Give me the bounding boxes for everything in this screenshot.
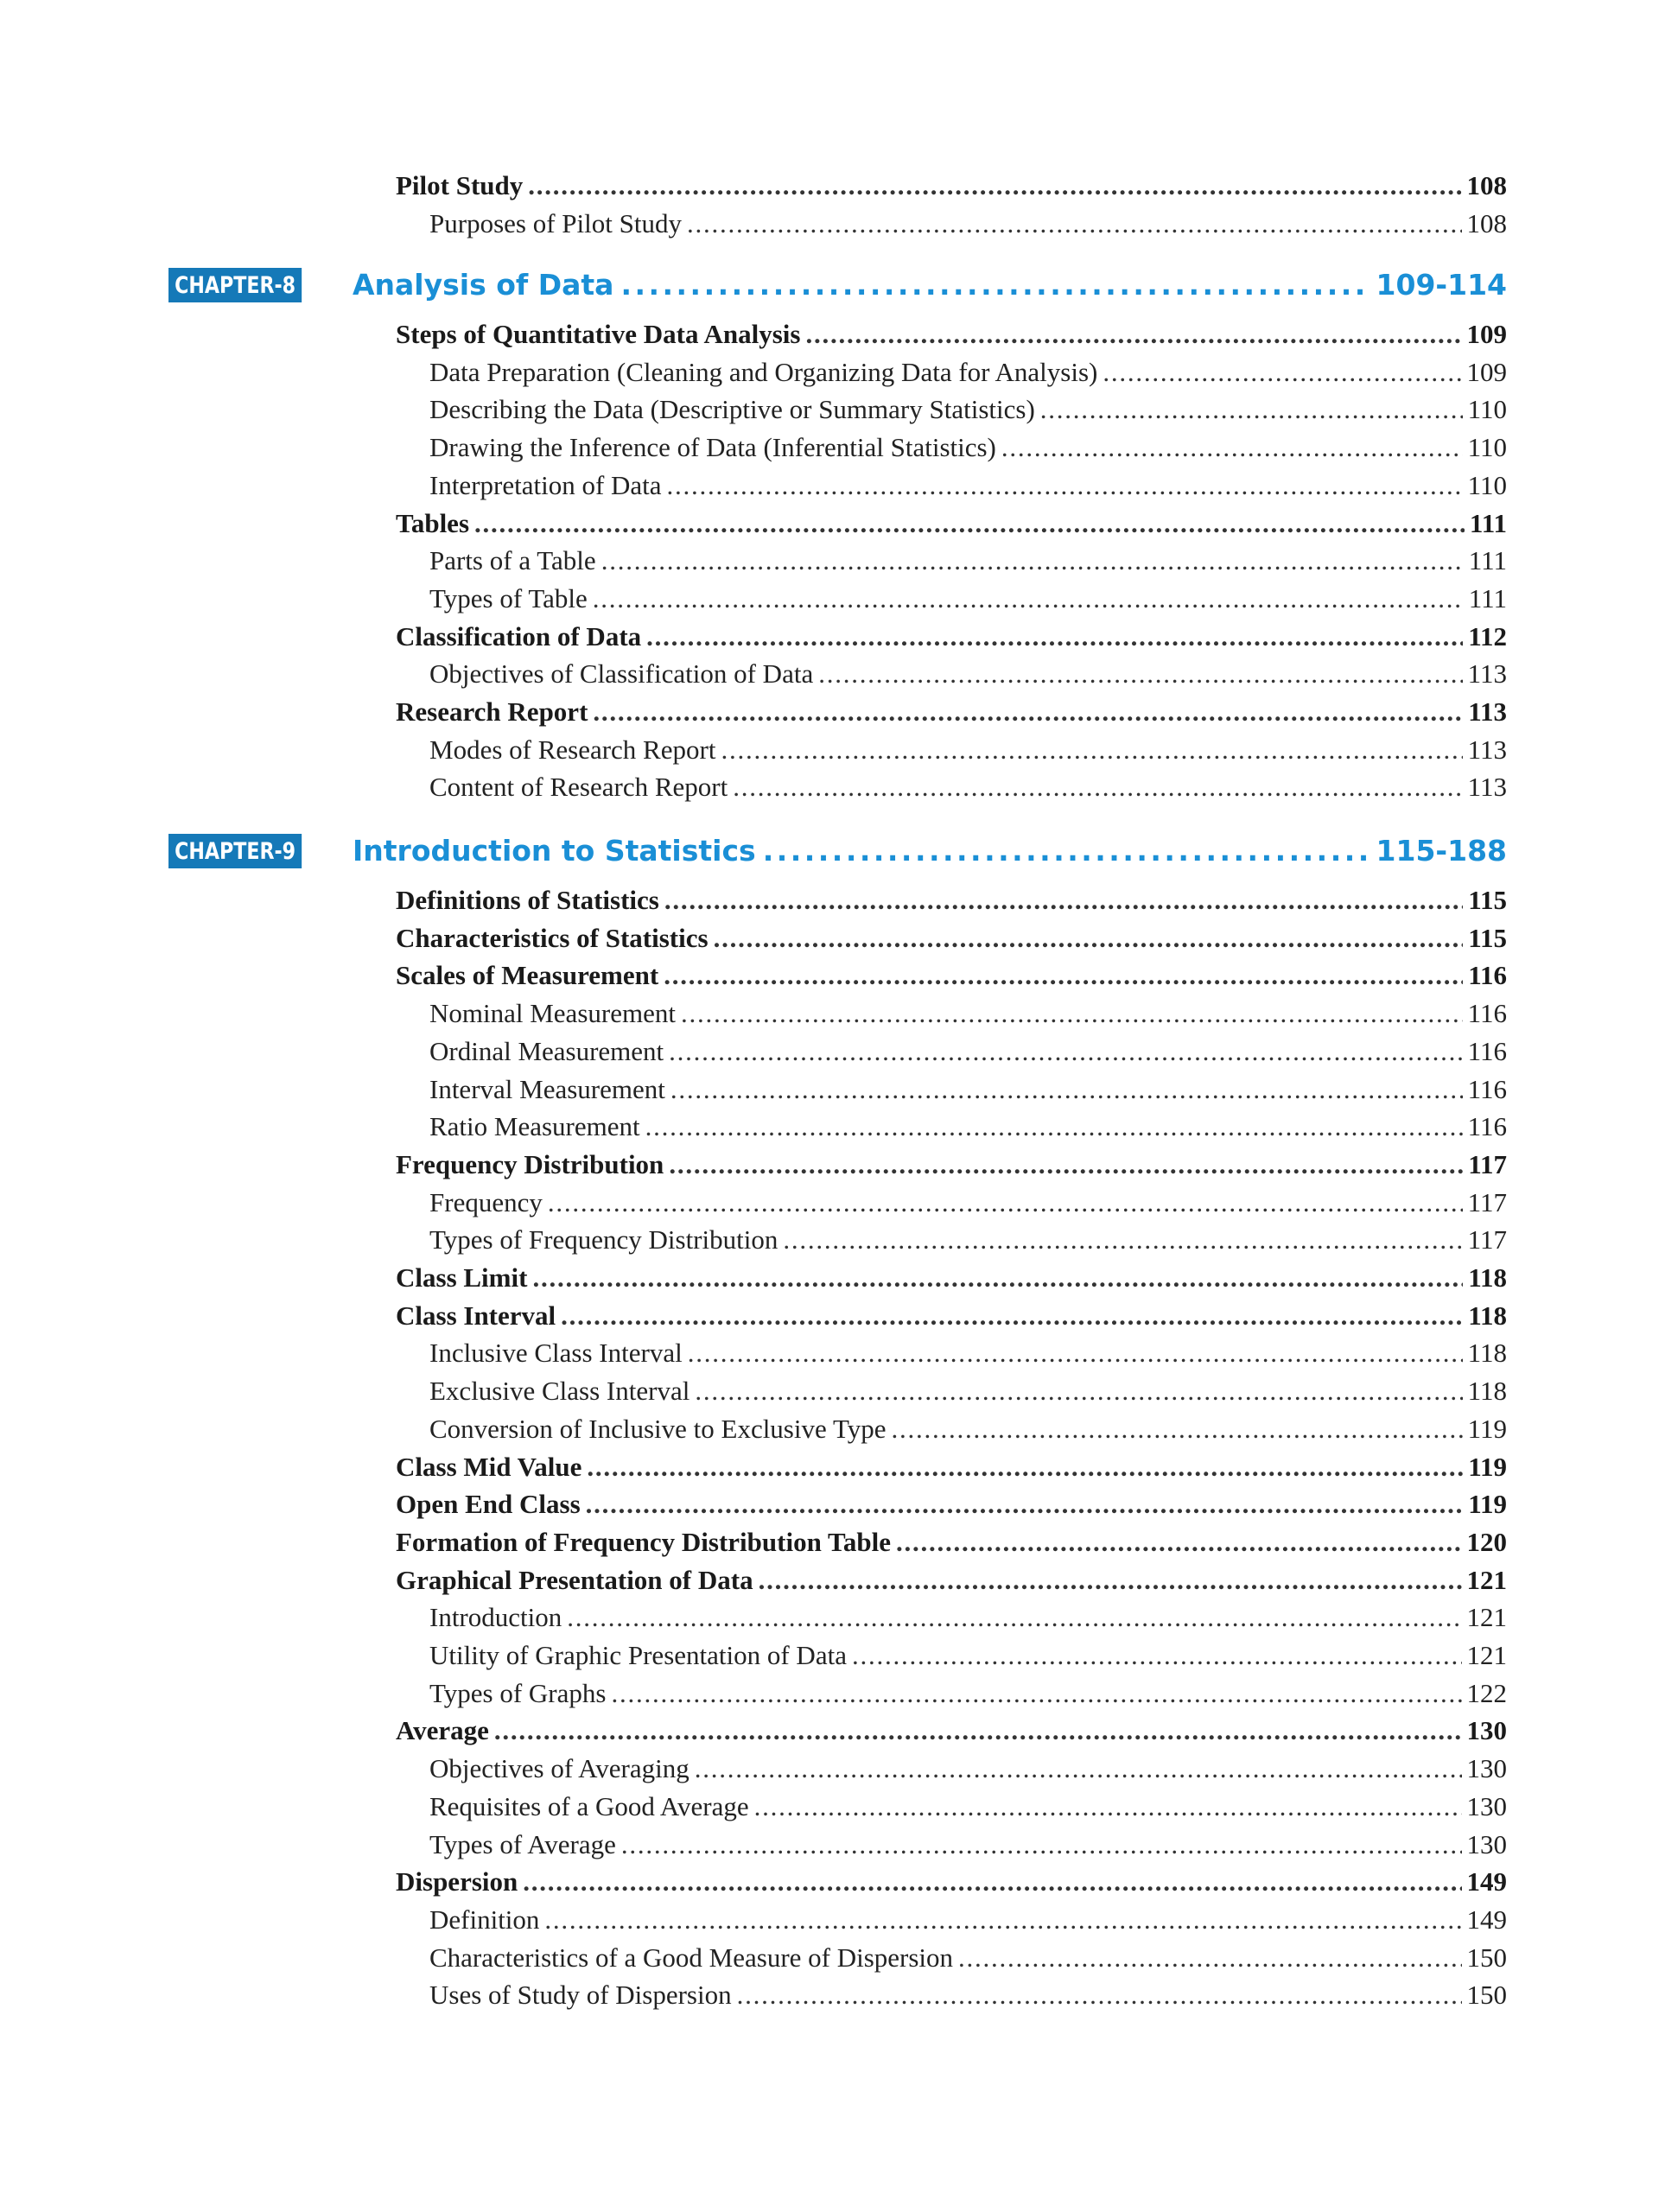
page-number: 116 bbox=[1467, 1035, 1507, 1066]
toc-subentry bbox=[429, 1334, 1507, 1372]
page-number: 117 bbox=[1468, 1148, 1507, 1179]
page-number: 122 bbox=[1466, 1677, 1507, 1708]
dot-leader bbox=[805, 315, 1461, 353]
page-number: 149 bbox=[1466, 1866, 1507, 1897]
page-number: 118 bbox=[1468, 1262, 1507, 1293]
entry-title: Purposes of Pilot Study bbox=[429, 207, 682, 238]
entry-title: Dispersion bbox=[396, 1866, 518, 1897]
dot-leader bbox=[687, 205, 1462, 243]
page-number: 149 bbox=[1466, 1904, 1507, 1935]
toc-entry bbox=[396, 1712, 1507, 1750]
dot-leader bbox=[645, 1108, 1463, 1146]
toc-entry bbox=[396, 1523, 1507, 1561]
entry-title: Types of Average bbox=[429, 1828, 616, 1859]
toc-entry bbox=[396, 881, 1507, 919]
dot-leader bbox=[852, 1637, 1462, 1675]
toc-subentry bbox=[429, 1788, 1507, 1826]
entry-title: Types of Frequency Distribution bbox=[429, 1224, 778, 1255]
entry-title: Frequency bbox=[429, 1186, 543, 1217]
toc-subentry bbox=[429, 429, 1507, 467]
entry-title: Steps of Quantitative Data Analysis bbox=[396, 319, 801, 349]
dot-leader bbox=[688, 1334, 1463, 1372]
dot-leader bbox=[670, 1071, 1463, 1109]
toc-entry bbox=[396, 1485, 1507, 1523]
toc-subentry bbox=[429, 1675, 1507, 1713]
page-number: 116 bbox=[1468, 960, 1507, 991]
toc-entry bbox=[396, 167, 1507, 205]
page-number: 150 bbox=[1466, 1942, 1507, 1973]
entry-title: Classification of Data bbox=[396, 620, 642, 652]
dot-leader bbox=[667, 467, 1463, 505]
dot-leader bbox=[733, 768, 1462, 806]
toc-subentry bbox=[429, 1033, 1507, 1071]
page-number: 130 bbox=[1466, 1715, 1507, 1746]
toc-subentry bbox=[429, 1826, 1507, 1864]
chapter-badge-label: CHAPTER-8 bbox=[175, 271, 296, 299]
page-number: 121 bbox=[1466, 1640, 1507, 1670]
toc-entry bbox=[396, 505, 1507, 543]
dot-leader bbox=[737, 1976, 1462, 2014]
entry-title: Content of Research Report bbox=[429, 772, 728, 803]
dot-leader bbox=[1040, 391, 1463, 429]
entry-title: Types of Graphs bbox=[429, 1677, 607, 1708]
page-number: 110 bbox=[1467, 394, 1507, 425]
dot-leader bbox=[532, 1259, 1463, 1297]
page-number: 150 bbox=[1466, 1980, 1507, 2011]
dot-leader bbox=[891, 1410, 1462, 1448]
dot-leader bbox=[621, 1826, 1462, 1864]
entry-title: Graphical Presentation of Data bbox=[396, 1564, 753, 1595]
toc-subentry bbox=[429, 1108, 1507, 1146]
page-number: 115 bbox=[1468, 885, 1507, 915]
toc-subentry bbox=[429, 580, 1507, 618]
dot-leader bbox=[620, 264, 1367, 307]
page-number: 118 bbox=[1467, 1338, 1507, 1369]
entry-title: Research Report bbox=[396, 696, 588, 727]
entry-title: Characteristics of a Good Measure of Dispersion bbox=[429, 1942, 954, 1973]
page-number: 116 bbox=[1467, 1073, 1507, 1104]
page-number: 130 bbox=[1466, 1828, 1507, 1859]
entry-title: Introduction bbox=[429, 1602, 562, 1633]
toc-entry bbox=[396, 1561, 1507, 1599]
page-number: 119 bbox=[1468, 1451, 1507, 1482]
toc-entry bbox=[396, 1146, 1507, 1184]
dot-leader bbox=[544, 1901, 1461, 1939]
toc-subentry bbox=[429, 655, 1507, 693]
page-number: 113 bbox=[1467, 772, 1507, 803]
toc-entry bbox=[396, 1448, 1507, 1486]
dot-leader bbox=[664, 881, 1463, 919]
dot-leader bbox=[587, 1448, 1463, 1486]
dot-leader bbox=[681, 995, 1463, 1033]
chapter-title: Analysis of Data bbox=[353, 268, 614, 302]
dot-leader bbox=[646, 618, 1463, 656]
entry-title: Scales of Measurement bbox=[396, 960, 659, 991]
toc-entry bbox=[396, 1863, 1507, 1901]
page-number: 119 bbox=[1468, 1489, 1507, 1520]
entry-title: Ratio Measurement bbox=[429, 1111, 640, 1142]
dot-leader bbox=[669, 1146, 1463, 1184]
dot-leader bbox=[1001, 429, 1463, 467]
page-number: 119 bbox=[1467, 1413, 1507, 1444]
dot-leader bbox=[494, 1712, 1462, 1750]
chapter-badge bbox=[168, 268, 302, 302]
dot-leader bbox=[958, 1939, 1461, 1977]
entry-title: Definition bbox=[429, 1904, 540, 1935]
toc-entry bbox=[396, 919, 1507, 957]
chapter-title-line bbox=[353, 830, 1507, 873]
dot-leader bbox=[783, 1221, 1462, 1259]
chapter-title: Introduction to Statistics bbox=[353, 834, 756, 868]
entry-title: Conversion of Inclusive to Exclusive Type bbox=[429, 1413, 887, 1444]
entry-title: Utility of Graphic Presentation of Data bbox=[429, 1640, 847, 1670]
page-number: 118 bbox=[1467, 1376, 1507, 1407]
dot-leader bbox=[548, 1184, 1463, 1222]
page-number: 117 bbox=[1467, 1224, 1507, 1255]
page-number: 111 bbox=[1468, 545, 1507, 576]
dot-leader bbox=[1103, 353, 1461, 391]
page-number: 108 bbox=[1466, 170, 1507, 200]
entry-title: Class Interval bbox=[396, 1300, 556, 1331]
entry-title: Interval Measurement bbox=[429, 1073, 665, 1104]
toc-subentry bbox=[429, 1901, 1507, 1939]
page-number: 113 bbox=[1468, 696, 1507, 727]
page-number: 121 bbox=[1466, 1564, 1507, 1595]
page-number: 130 bbox=[1466, 1753, 1507, 1784]
page-number: 116 bbox=[1467, 1111, 1507, 1142]
dot-leader bbox=[474, 505, 1465, 543]
dot-leader bbox=[759, 1561, 1462, 1599]
page-number: 121 bbox=[1466, 1602, 1507, 1633]
dot-leader bbox=[611, 1675, 1461, 1713]
dot-leader bbox=[561, 1297, 1463, 1335]
dot-leader bbox=[593, 580, 1464, 618]
page-number: 110 bbox=[1467, 432, 1507, 463]
chapter-badge bbox=[168, 834, 302, 868]
entry-title: Objectives of Averaging bbox=[429, 1753, 690, 1784]
entry-title: Parts of a Table bbox=[429, 545, 596, 576]
page-number: 111 bbox=[1468, 582, 1507, 613]
page-number: 112 bbox=[1468, 620, 1507, 652]
entry-title: Open End Class bbox=[396, 1489, 581, 1520]
toc-subentry bbox=[429, 1599, 1507, 1637]
entry-title: Requisites of a Good Average bbox=[429, 1790, 749, 1821]
entry-title: Uses of Study of Dispersion bbox=[429, 1980, 732, 2011]
toc-subentry bbox=[429, 391, 1507, 429]
entry-title: Class Limit bbox=[396, 1262, 528, 1293]
entry-title: Interpretation of Data bbox=[429, 469, 662, 500]
entry-title: Describing the Data (Descriptive or Summary Statistics) bbox=[429, 394, 1035, 425]
toc-subentry bbox=[429, 1071, 1507, 1109]
toc-subentry bbox=[429, 768, 1507, 806]
toc-subentry bbox=[429, 467, 1507, 505]
entry-title: Definitions of Statistics bbox=[396, 885, 659, 915]
entry-title: Formation of Frequency Distribution Table bbox=[396, 1526, 891, 1557]
dot-leader bbox=[669, 1033, 1462, 1071]
entry-title: Frequency Distribution bbox=[396, 1148, 664, 1179]
page-number: 120 bbox=[1466, 1526, 1507, 1557]
dot-leader bbox=[818, 655, 1462, 693]
entry-title: Drawing the Inference of Data (Inferential Statistics) bbox=[429, 432, 996, 463]
dot-leader bbox=[528, 167, 1461, 205]
page-number: 113 bbox=[1467, 734, 1507, 765]
page-number: 118 bbox=[1468, 1300, 1507, 1331]
dot-leader bbox=[593, 693, 1463, 731]
dot-leader bbox=[695, 1372, 1462, 1410]
toc-subentry bbox=[429, 542, 1507, 580]
toc-subentry bbox=[429, 995, 1507, 1033]
entry-title: Ordinal Measurement bbox=[429, 1035, 664, 1066]
entry-title: Pilot Study bbox=[396, 170, 524, 200]
entry-title: Average bbox=[396, 1715, 489, 1746]
dot-leader bbox=[664, 957, 1463, 995]
toc-entry bbox=[396, 1297, 1507, 1335]
dot-leader bbox=[714, 919, 1464, 957]
page-number: 109 bbox=[1466, 319, 1507, 349]
toc-entry bbox=[396, 1259, 1507, 1297]
toc-subentry bbox=[429, 1184, 1507, 1222]
dot-leader bbox=[567, 1599, 1461, 1637]
page-number: 113 bbox=[1467, 658, 1507, 690]
toc-subentry bbox=[429, 1939, 1507, 1977]
entry-title: Data Preparation (Cleaning and Organizing Data for Analysis) bbox=[429, 356, 1098, 387]
toc-subentry bbox=[429, 1637, 1507, 1675]
dot-leader bbox=[754, 1788, 1462, 1826]
page-number: 130 bbox=[1466, 1790, 1507, 1821]
dot-leader bbox=[763, 830, 1368, 873]
dot-leader bbox=[523, 1863, 1461, 1901]
entry-title: Inclusive Class Interval bbox=[429, 1338, 683, 1369]
page-number: 117 bbox=[1467, 1186, 1507, 1217]
chapter-page-range: 115-188 bbox=[1376, 834, 1507, 868]
entry-title: Nominal Measurement bbox=[429, 998, 676, 1029]
page-number: 116 bbox=[1467, 998, 1507, 1029]
page-number: 110 bbox=[1467, 469, 1507, 500]
page-number: 108 bbox=[1466, 207, 1507, 238]
dot-leader bbox=[586, 1485, 1464, 1523]
dot-leader bbox=[721, 731, 1462, 769]
toc-entry bbox=[396, 618, 1507, 656]
toc-entry bbox=[396, 957, 1507, 995]
entry-title: Tables bbox=[396, 507, 470, 538]
chapter-page-range: 109-114 bbox=[1376, 268, 1507, 302]
chapter-title-line bbox=[353, 264, 1507, 307]
toc-subentry bbox=[429, 1976, 1507, 2014]
toc-subentry bbox=[429, 1410, 1507, 1448]
toc-entry bbox=[396, 693, 1507, 731]
entry-title: Modes of Research Report bbox=[429, 734, 716, 765]
dot-leader bbox=[695, 1750, 1462, 1788]
toc-subentry bbox=[429, 205, 1507, 243]
toc-subentry bbox=[429, 1750, 1507, 1788]
page-number: 109 bbox=[1466, 356, 1507, 387]
toc-subentry bbox=[429, 353, 1507, 391]
dot-leader bbox=[601, 542, 1464, 580]
dot-leader bbox=[896, 1523, 1462, 1561]
toc-entry bbox=[396, 315, 1507, 353]
chapter-heading bbox=[168, 264, 1507, 307]
chapter-badge-label: CHAPTER-9 bbox=[175, 837, 296, 865]
entry-title: Objectives of Classification of Data bbox=[429, 658, 814, 690]
page-number: 115 bbox=[1468, 922, 1507, 953]
entry-title: Exclusive Class Interval bbox=[429, 1376, 690, 1407]
entry-title: Types of Table bbox=[429, 582, 588, 613]
page-number: 111 bbox=[1469, 507, 1507, 538]
entry-title: Characteristics of Statistics bbox=[396, 922, 709, 953]
toc-subentry bbox=[429, 1372, 1507, 1410]
chapter-heading bbox=[168, 830, 1507, 873]
entry-title: Class Mid Value bbox=[396, 1451, 582, 1482]
toc-subentry bbox=[429, 731, 1507, 769]
toc-subentry bbox=[429, 1221, 1507, 1259]
